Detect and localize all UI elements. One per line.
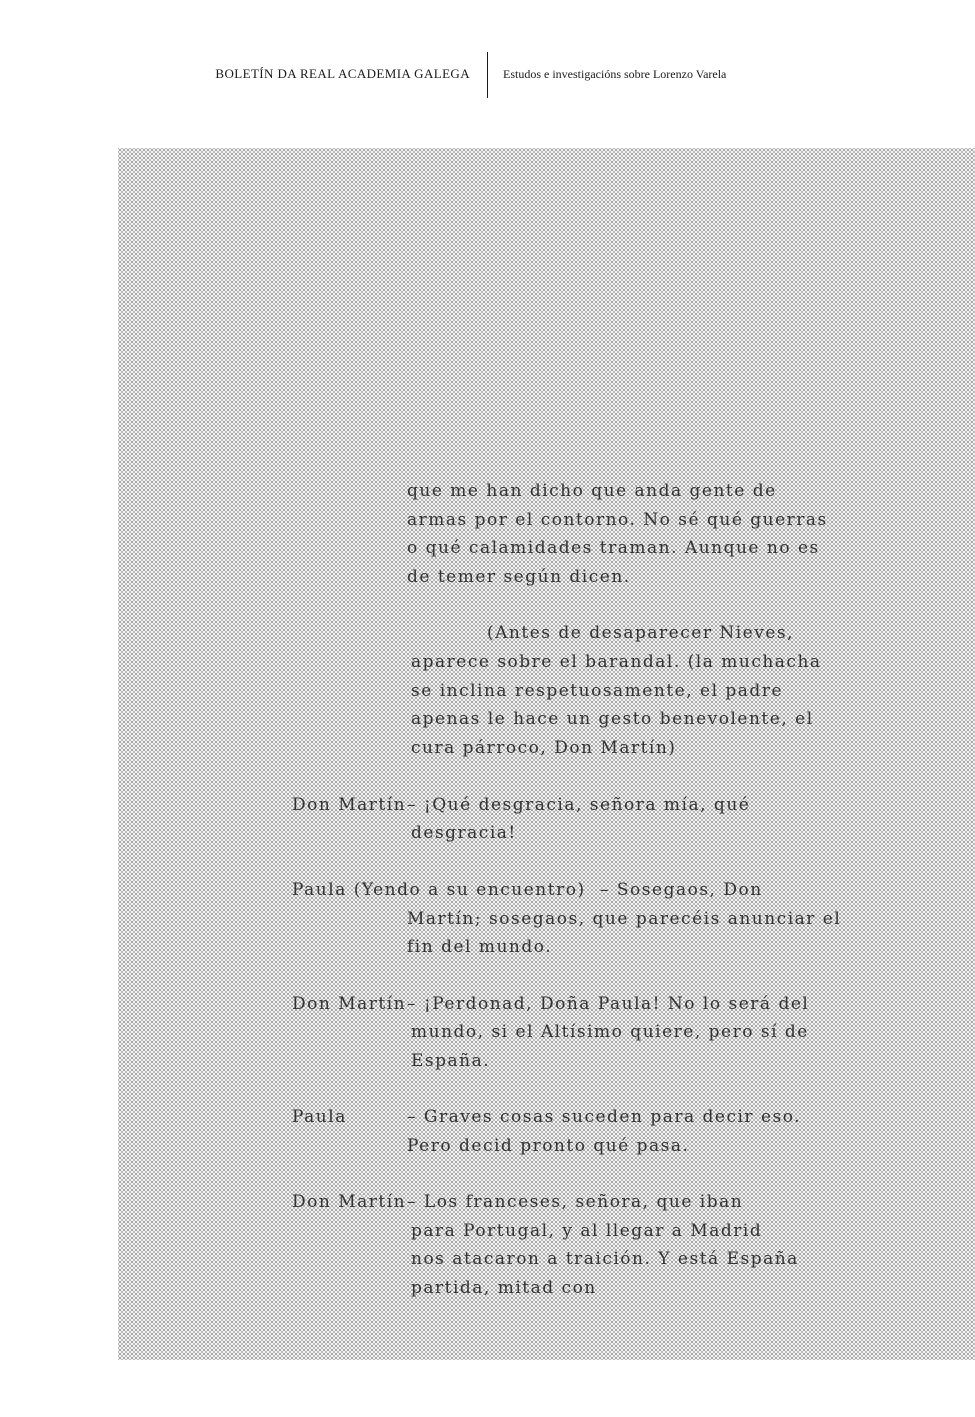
speech-line: España. [411, 1051, 491, 1071]
speech-line: Pero decid pronto qué pasa. [407, 1136, 690, 1156]
stage-direction-line: apenas le hace un gesto benevolente, el [411, 709, 814, 729]
stage-direction-line: (Antes de desaparecer Nieves, [487, 623, 795, 643]
speaker-name: Paula [292, 1107, 347, 1127]
speech-line: Martín; sosegaos, que parecéis anunciar el [407, 909, 842, 929]
typescript-text [118, 148, 975, 1360]
speech-line: – Graves cosas suceden para decir eso. [407, 1107, 802, 1127]
speech-line: – ¡Qué desgracia, señora mía, qué [407, 795, 751, 815]
running-header [0, 52, 975, 100]
stage-direction-line: aparece sobre el barandal. (la muchacha [411, 652, 822, 672]
speech-line: para Portugal, y al llegar a Madrid [411, 1221, 763, 1241]
speech-line: nos atacaron a traición. Y está España [411, 1249, 799, 1269]
speaker-name: Don Martín [292, 795, 407, 815]
speech-line: – Los franceses, señora, que iban [407, 1192, 744, 1212]
speech-line: de temer según dicen. [407, 567, 631, 587]
speech-line: – Sosegaos, Don [600, 880, 763, 900]
speaker-name: Don Martín [292, 994, 407, 1014]
stage-direction-line: se inclina respetuosamente, el padre [411, 681, 784, 701]
scanned-typescript-page [118, 148, 975, 1360]
speech-line: armas por el contorno. No sé qué guerras [407, 510, 828, 530]
speaker-name: Paula (Yendo a su encuentro) [292, 880, 586, 900]
speech-line: que me han dicho que anda gente de [407, 481, 777, 501]
journal-title: BOLETÍN DA REAL ACADEMIA GALEGA [215, 66, 470, 81]
header-divider [487, 52, 488, 98]
speech-line: o qué calamidades traman. Aunque no es [407, 538, 820, 558]
speech-line: mundo, si el Altísimo quiere, pero sí de [411, 1022, 809, 1042]
section-title: Estudos e investigacións sobre Lorenzo Varela [503, 67, 727, 81]
speech-line: partida, mitad con [411, 1278, 597, 1298]
speech-line: desgracia! [411, 823, 517, 843]
stage-direction-line: cura párroco, Don Martín) [411, 738, 677, 758]
speech-line: fin del mundo. [407, 937, 553, 957]
speech-line: – ¡Perdonad, Doña Paula! No lo será del [407, 994, 810, 1014]
speaker-name: Don Martín [292, 1192, 407, 1212]
